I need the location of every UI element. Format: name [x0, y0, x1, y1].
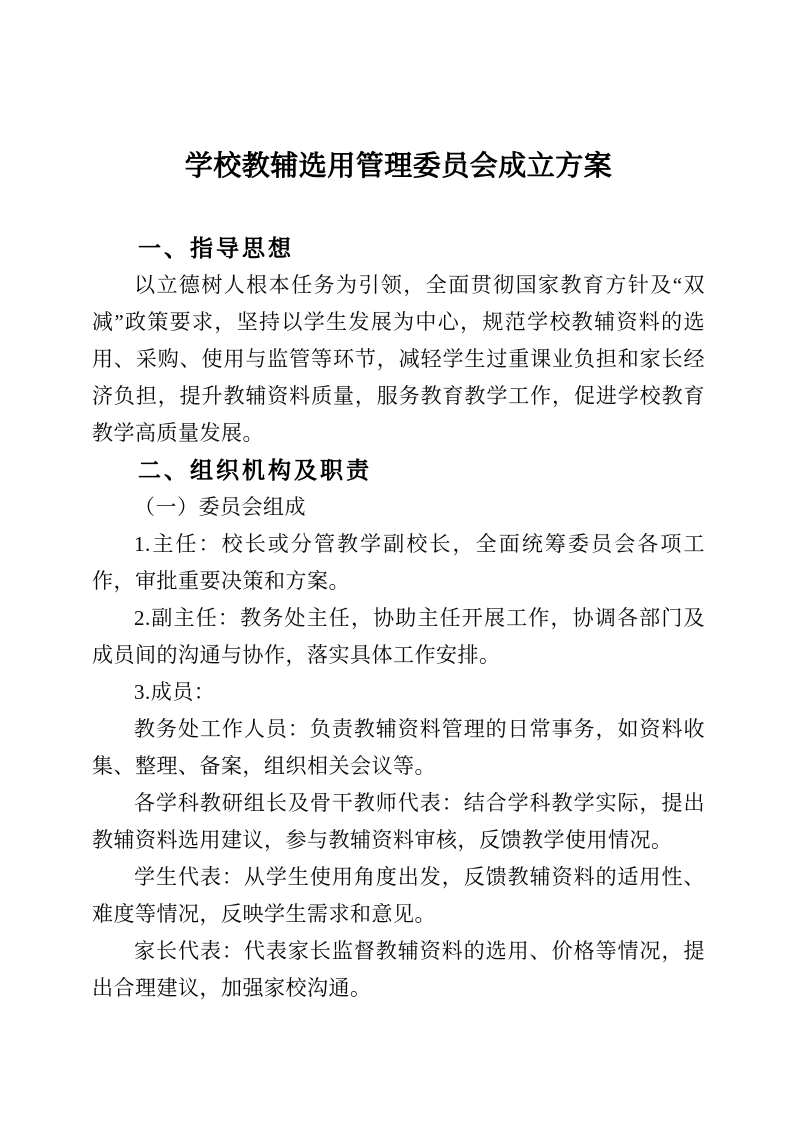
paragraph-deputy-director: 2.副主任：教务处主任，协助主任开展工作，协调各部门及成员间的沟通与协作，落实具体工作安排。 [92, 606, 705, 667]
paragraph-director: 1.主任：校长或分管教学副校长，全面统筹委员会各项工作，审批重要决策和方案。 [92, 532, 705, 593]
section-heading-guiding-ideology: 一、指导思想 [138, 235, 294, 261]
document-title: 学校教辅选用管理委员会成立方案 [184, 151, 613, 182]
subsection-heading-committee-composition: （一）委员会组成 [134, 495, 306, 519]
paragraph-member-parent-representatives: 家长代表：代表家长监督教辅资料的选用、价格等情况，提出合理建议，加强家校沟通。 [92, 939, 705, 1000]
paragraph-members-label: 3.成员： [134, 680, 216, 704]
section-heading-organization-duties: 二、组织机构及职责 [138, 457, 372, 483]
paragraph-member-student-representatives: 学生代表：从学生使用角度出发，反馈教辅资料的适用性、难度等情况，反映学生需求和意见。 [92, 865, 705, 926]
paragraph-guiding-ideology: 以立德树人根本任务为引领，全面贯彻国家教育方针及“双减”政策要求，坚持以学生发展为中心，规范学校教辅资料的选用、采购、使用与监管等环节，减轻学生过重课业负担和家长经济负担，提升教辅资料质量，服务教育教学工作，促进学校教育教学高质量发展。 [92, 273, 705, 445]
paragraph-member-teacher-representatives: 各学科教研组长及骨干教师代表：结合学科教学实际，提出教辅资料选用建议，参与教辅资料审核，反馈教学使用情况。 [92, 791, 705, 852]
paragraph-member-academic-staff: 教务处工作人员：负责教辅资料管理的日常事务，如资料收集、整理、备案，组织相关会议等。 [92, 717, 705, 778]
